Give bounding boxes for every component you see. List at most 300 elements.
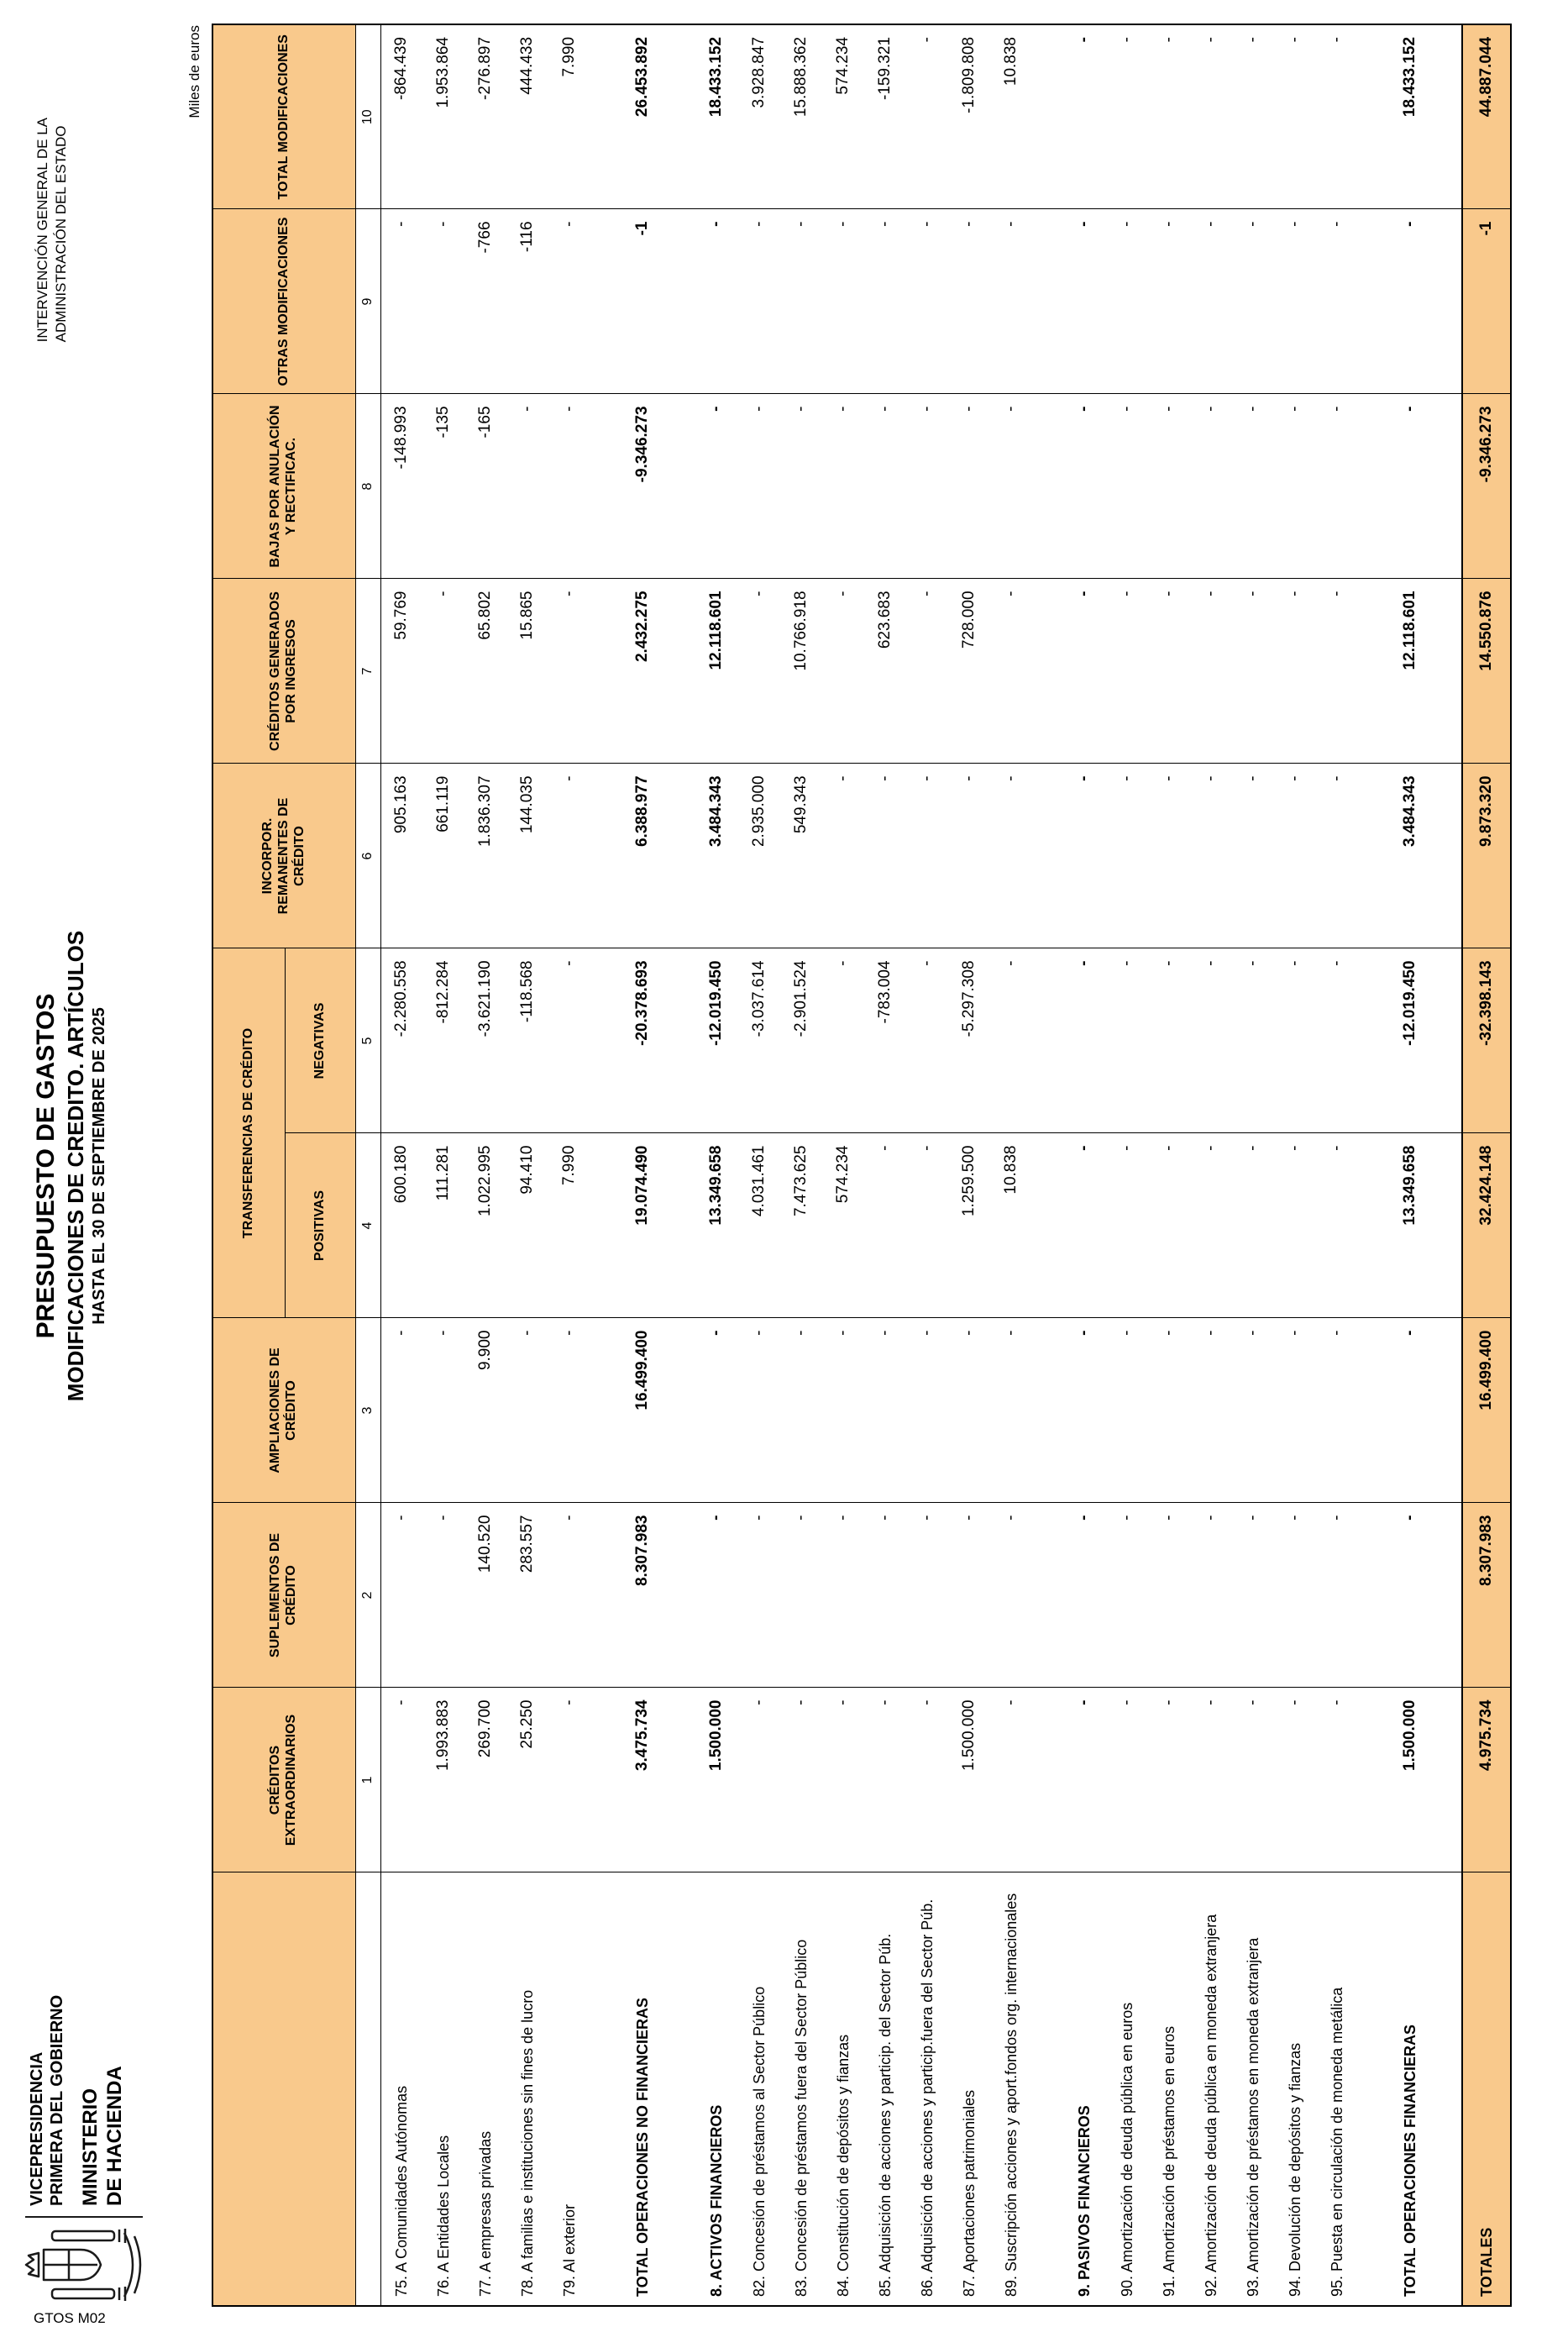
value-cell-col2	[1358, 1503, 1388, 1688]
value-cell-col7: -	[1190, 579, 1232, 764]
value-cell-col4: 600.180	[380, 1133, 422, 1318]
column-number: 7	[355, 579, 380, 764]
value-cell-col5: -	[1062, 948, 1106, 1133]
org-name-line: VICEPRESIDENCIA	[28, 2051, 46, 2206]
value-cell-col9: -1	[1462, 209, 1511, 394]
table-row	[864, 24, 906, 2306]
value-cell-col1: -	[864, 1688, 906, 1872]
value-cell-col8: -9.346.273	[1462, 394, 1511, 579]
spacer-row	[1432, 24, 1462, 2306]
value-cell-col5: -	[990, 948, 1032, 1133]
row-label: 95. Puesta en circulación de moneda metálica	[1316, 1872, 1358, 2306]
value-cell-col10	[664, 24, 695, 209]
value-cell-col2	[1432, 1503, 1462, 1688]
value-cell-col2: 283.557	[506, 1503, 548, 1688]
value-cell-col2: -	[422, 1503, 464, 1688]
value-cell-col5	[1358, 948, 1388, 1133]
value-cell-col10: -	[1232, 24, 1274, 209]
value-cell-col8: -	[906, 394, 948, 579]
value-cell-col2: -	[1274, 1503, 1316, 1688]
row-label	[1432, 1872, 1462, 2306]
value-cell-col2	[590, 1503, 621, 1688]
table-row	[548, 24, 590, 2306]
value-cell-col3	[664, 1318, 695, 1503]
value-cell-col9: -	[738, 209, 780, 394]
value-cell-col9: -116	[506, 209, 548, 394]
value-cell-col5: -	[906, 948, 948, 1133]
value-cell-col7	[1432, 579, 1462, 764]
table-row	[948, 24, 990, 2306]
column-header-10: TOTAL MODIFICACIONES	[212, 24, 355, 209]
column-header-3: AMPLIACIONES DE CRÉDITO	[212, 1318, 355, 1503]
value-cell-col1	[1358, 1688, 1388, 1872]
value-cell-col6: -	[1274, 764, 1316, 948]
spacer-row	[664, 24, 695, 2306]
value-cell-col1: -	[548, 1688, 590, 1872]
row-label: 83. Concesión de préstamos fuera del Sector Público	[780, 1872, 822, 2306]
row-label: 75. A Comunidades Autónomas	[380, 1872, 422, 2306]
value-cell-col4: -	[906, 1133, 948, 1318]
value-cell-col3: -	[380, 1318, 422, 1503]
value-cell-col8	[590, 394, 621, 579]
value-cell-col3: -	[990, 1318, 1032, 1503]
value-cell-col9: -	[780, 209, 822, 394]
table-row	[464, 24, 506, 2306]
spacer-row	[1358, 24, 1388, 2306]
row-label: 94. Devolución de depósitos y fianzas	[1274, 1872, 1316, 2306]
row-label: 8. ACTIVOS FINANCIEROS	[695, 1872, 738, 2306]
value-cell-col2: 140.520	[464, 1503, 506, 1688]
value-cell-col4: -	[864, 1133, 906, 1318]
value-cell-col4	[1032, 1133, 1062, 1318]
value-cell-col4	[1432, 1133, 1462, 1318]
value-cell-col9: -	[948, 209, 990, 394]
value-cell-col4: 13.349.658	[1388, 1133, 1432, 1318]
value-cell-col4: 7.990	[548, 1133, 590, 1318]
value-cell-col1: -	[1062, 1688, 1106, 1872]
value-cell-col10: -159.321	[864, 24, 906, 209]
value-cell-col9: -	[990, 209, 1032, 394]
transfer-group-header: TRANSFERENCIAS DE CRÉDITO	[212, 948, 285, 1318]
row-label: 86. Adquisición de acciones y particip.fuera del Sector Púb.	[906, 1872, 948, 2306]
value-cell-col3: -	[1232, 1318, 1274, 1503]
value-cell-col4: 32.424.148	[1462, 1133, 1511, 1318]
value-cell-col1	[1432, 1688, 1462, 1872]
value-cell-col10: -276.897	[464, 24, 506, 209]
value-cell-col4: 1.259.500	[948, 1133, 990, 1318]
table-row	[1106, 24, 1148, 2306]
value-cell-col1	[1032, 1688, 1062, 1872]
value-cell-col9: -	[906, 209, 948, 394]
value-cell-col6	[1358, 764, 1388, 948]
column-number: 6	[355, 764, 380, 948]
table-row	[1148, 24, 1190, 2306]
value-cell-col1: -	[1232, 1688, 1274, 1872]
value-cell-col10: -	[1274, 24, 1316, 209]
value-cell-col3: -	[1148, 1318, 1190, 1503]
row-label: TOTAL OPERACIONES NO FINANCIERAS	[621, 1872, 664, 2306]
value-cell-col3: -	[548, 1318, 590, 1503]
value-cell-col2: -	[738, 1503, 780, 1688]
table-row	[1274, 24, 1316, 2306]
value-cell-col5: -12.019.450	[1388, 948, 1432, 1133]
value-cell-col4: -	[1106, 1133, 1148, 1318]
value-cell-col5: -32.398.143	[1462, 948, 1511, 1133]
value-cell-col9: -	[1148, 209, 1190, 394]
value-cell-col1: 1.500.000	[1388, 1688, 1432, 1872]
column-header-8: BAJAS POR ANULACIÓN Y RECTIFICAC.	[212, 394, 355, 579]
table-row	[822, 24, 864, 2306]
value-cell-col8: -	[695, 394, 738, 579]
value-cell-col1: 4.975.734	[1462, 1688, 1511, 1872]
value-cell-col10: -	[1106, 24, 1148, 209]
value-cell-col7: 2.432.275	[621, 579, 664, 764]
budget-table	[212, 24, 1512, 2307]
value-cell-col9: -	[1274, 209, 1316, 394]
value-cell-col9: -	[1190, 209, 1232, 394]
column-number: 4	[355, 1133, 380, 1318]
table-row	[1388, 24, 1432, 2306]
value-cell-col10: -	[1316, 24, 1358, 209]
row-label: 89. Suscripción acciones y aport.fondos org. internacionales	[990, 1872, 1032, 2306]
value-cell-col6: 1.836.307	[464, 764, 506, 948]
value-cell-col3	[1432, 1318, 1462, 1503]
value-cell-col2: -	[864, 1503, 906, 1688]
value-cell-col10: 1.953.864	[422, 24, 464, 209]
document-title-block	[30, 0, 110, 2332]
column-header-9: OTRAS MODIFICACIONES	[212, 209, 355, 394]
value-cell-col5: -783.004	[864, 948, 906, 1133]
value-cell-col3: -	[906, 1318, 948, 1503]
value-cell-col10: 18.433.152	[1388, 24, 1432, 209]
column-number: 1	[355, 1688, 380, 1872]
table-row	[1462, 24, 1511, 2306]
value-cell-col10: -	[1148, 24, 1190, 209]
value-cell-col7: 12.118.601	[695, 579, 738, 764]
column-number: 9	[355, 209, 380, 394]
value-cell-col2: -	[822, 1503, 864, 1688]
value-cell-col3: -	[1274, 1318, 1316, 1503]
value-cell-col3	[590, 1318, 621, 1503]
table-row	[1062, 24, 1106, 2306]
value-cell-col9: -	[1232, 209, 1274, 394]
value-cell-col8: -	[1316, 394, 1358, 579]
row-label	[590, 1872, 621, 2306]
column-number-blank	[355, 1872, 380, 2306]
value-cell-col4: 4.031.461	[738, 1133, 780, 1318]
column-number: 2	[355, 1503, 380, 1688]
value-cell-col7: -	[1148, 579, 1190, 764]
value-cell-col6: -	[1232, 764, 1274, 948]
value-cell-col6: -	[948, 764, 990, 948]
value-cell-col9	[590, 209, 621, 394]
value-cell-col4: 1.022.995	[464, 1133, 506, 1318]
value-cell-col2	[1032, 1503, 1062, 1688]
row-label: 87. Aportaciones patrimoniales	[948, 1872, 990, 2306]
value-cell-col6: 549.343	[780, 764, 822, 948]
value-cell-col6: -	[548, 764, 590, 948]
value-cell-col10	[590, 24, 621, 209]
column-header-4: POSITIVAS	[285, 1133, 355, 1318]
value-cell-col5: -	[1106, 948, 1148, 1133]
value-cell-col2: 8.307.983	[1462, 1503, 1511, 1688]
value-cell-col10: -1.809.808	[948, 24, 990, 209]
value-cell-col2: -	[1148, 1503, 1190, 1688]
value-cell-col4	[590, 1133, 621, 1318]
units-note: Miles de euros	[186, 25, 202, 118]
value-cell-col8: -	[1148, 394, 1190, 579]
value-cell-col10	[1032, 24, 1062, 209]
value-cell-col7: -	[1106, 579, 1148, 764]
value-cell-col6: -	[822, 764, 864, 948]
row-label	[1358, 1872, 1388, 2306]
value-cell-col1: -	[1106, 1688, 1148, 1872]
value-cell-col3: -	[948, 1318, 990, 1503]
table-header	[212, 24, 380, 2306]
value-cell-col7: 14.550.876	[1462, 579, 1511, 764]
value-cell-col8: -	[1190, 394, 1232, 579]
value-cell-col4: 13.349.658	[695, 1133, 738, 1318]
spacer-row	[1032, 24, 1062, 2306]
value-cell-col6	[664, 764, 695, 948]
value-cell-col5: -	[1148, 948, 1190, 1133]
value-cell-col7: -	[1232, 579, 1274, 764]
value-cell-col4: 7.473.625	[780, 1133, 822, 1318]
value-cell-col4: -	[1274, 1133, 1316, 1318]
value-cell-col5: -5.297.308	[948, 948, 990, 1133]
value-cell-col6: 3.484.343	[695, 764, 738, 948]
value-cell-col8: -	[1232, 394, 1274, 579]
value-cell-col5: -3.037.614	[738, 948, 780, 1133]
value-cell-col6: 2.935.000	[738, 764, 780, 948]
value-cell-col2: -	[1190, 1503, 1232, 1688]
value-cell-col6: -	[990, 764, 1032, 948]
column-header-2: SUPLEMENTOS DE CRÉDITO	[212, 1503, 355, 1688]
value-cell-col7	[1032, 579, 1062, 764]
value-cell-col8: -	[990, 394, 1032, 579]
row-label: TOTALES	[1462, 1872, 1511, 2306]
value-cell-col7: -	[738, 579, 780, 764]
value-cell-col2: -	[780, 1503, 822, 1688]
value-cell-col7: 59.769	[380, 579, 422, 764]
value-cell-col4: -	[1316, 1133, 1358, 1318]
value-cell-col7: -	[422, 579, 464, 764]
value-cell-col6: 144.035	[506, 764, 548, 948]
value-cell-col9: -	[864, 209, 906, 394]
row-label: 76. A Entidades Locales	[422, 1872, 464, 2306]
value-cell-col3: -	[695, 1318, 738, 1503]
value-cell-col3: 16.499.400	[1462, 1318, 1511, 1503]
value-cell-col9: -	[822, 209, 864, 394]
value-cell-col1: -	[990, 1688, 1032, 1872]
authority-line: ADMINISTRACIÓN DEL ESTADO	[53, 125, 70, 343]
value-cell-col8: -	[780, 394, 822, 579]
value-cell-col5: -2.280.558	[380, 948, 422, 1133]
value-cell-col9: -766	[464, 209, 506, 394]
value-cell-col3: -	[1106, 1318, 1148, 1503]
value-cell-col2: -	[1062, 1503, 1106, 1688]
value-cell-col2: -	[948, 1503, 990, 1688]
value-cell-col6: -	[906, 764, 948, 948]
table-row	[990, 24, 1032, 2306]
value-cell-col7	[590, 579, 621, 764]
value-cell-col3	[1032, 1318, 1062, 1503]
row-label	[1032, 1872, 1062, 2306]
value-cell-col7: -	[1274, 579, 1316, 764]
value-cell-col1: -	[380, 1688, 422, 1872]
column-number-row	[355, 24, 380, 2306]
value-cell-col1	[590, 1688, 621, 1872]
value-cell-col9: -	[380, 209, 422, 394]
value-cell-col9	[1032, 209, 1062, 394]
row-label: 85. Adquisición de acciones y particip. del Sector Púb.	[864, 1872, 906, 2306]
value-cell-col5	[590, 948, 621, 1133]
table-row	[906, 24, 948, 2306]
row-label: 91. Amortización de préstamos en euros	[1148, 1872, 1190, 2306]
value-cell-col4: -	[1190, 1133, 1232, 1318]
value-cell-col10: -	[1062, 24, 1106, 209]
table-row	[695, 24, 738, 2306]
page-subtitle: MODIFICACIONES DE CREDITO. ARTÍCULOS	[62, 930, 88, 1402]
table-row	[1190, 24, 1232, 2306]
value-cell-col3: -	[1316, 1318, 1358, 1503]
table-row	[1316, 24, 1358, 2306]
table-row	[621, 24, 664, 2306]
value-cell-col7: 728.000	[948, 579, 990, 764]
concept-column-header	[212, 1872, 355, 2306]
value-cell-col10: 444.433	[506, 24, 548, 209]
value-cell-col10: 3.928.847	[738, 24, 780, 209]
value-cell-col10: 7.990	[548, 24, 590, 209]
org-name-line: PRIMERA DEL GOBIERNO	[48, 1994, 66, 2206]
value-cell-col3: -	[422, 1318, 464, 1503]
row-label: 93. Amortización de préstamos en moneda extranjera	[1232, 1872, 1274, 2306]
value-cell-col7: -	[906, 579, 948, 764]
value-cell-col10: 26.453.892	[621, 24, 664, 209]
value-cell-col1: -	[1316, 1688, 1358, 1872]
value-cell-col5: -3.621.190	[464, 948, 506, 1133]
value-cell-col1: -	[780, 1688, 822, 1872]
value-cell-col1: 1.500.000	[695, 1688, 738, 1872]
value-cell-col9	[1432, 209, 1462, 394]
value-cell-col7: 623.683	[864, 579, 906, 764]
ministry-name-line: DE HACIENDA	[102, 2066, 126, 2206]
value-cell-col7: 12.118.601	[1388, 579, 1432, 764]
value-cell-col7: -	[822, 579, 864, 764]
value-cell-col6: -	[864, 764, 906, 948]
value-cell-col3: 16.499.400	[621, 1318, 664, 1503]
value-cell-col2: -	[380, 1503, 422, 1688]
value-cell-col6: 661.119	[422, 764, 464, 948]
value-cell-col7: -	[1062, 579, 1106, 764]
value-cell-col4: 19.074.490	[621, 1133, 664, 1318]
value-cell-col10: 574.234	[822, 24, 864, 209]
value-cell-col7	[664, 579, 695, 764]
value-cell-col4: 574.234	[822, 1133, 864, 1318]
value-cell-col8: -	[1062, 394, 1106, 579]
row-label: 78. A familias e instituciones sin fines de lucro	[506, 1872, 548, 2306]
value-cell-col8: -	[1274, 394, 1316, 579]
value-cell-col5: -12.019.450	[695, 948, 738, 1133]
value-cell-col9: -1	[621, 209, 664, 394]
value-cell-col6: -	[1148, 764, 1190, 948]
value-cell-col5: -	[822, 948, 864, 1133]
value-cell-col6	[590, 764, 621, 948]
report-date: HASTA EL 30 DE SEPTIEMBRE DE 2025	[90, 1007, 108, 1325]
value-cell-col8: -	[822, 394, 864, 579]
value-cell-col6: -	[1190, 764, 1232, 948]
value-cell-col3: -	[1388, 1318, 1432, 1503]
value-cell-col1: -	[906, 1688, 948, 1872]
value-cell-col1: -	[1148, 1688, 1190, 1872]
row-label: 77. A empresas privadas	[464, 1872, 506, 2306]
value-cell-col8: -	[1106, 394, 1148, 579]
value-cell-col10: 15.888.362	[780, 24, 822, 209]
value-cell-col8	[1032, 394, 1062, 579]
value-cell-col9: -	[1106, 209, 1148, 394]
value-cell-col7: -	[1316, 579, 1358, 764]
value-cell-col10: 44.887.044	[1462, 24, 1511, 209]
value-cell-col1: 3.475.734	[621, 1688, 664, 1872]
value-cell-col8: -	[948, 394, 990, 579]
value-cell-col2: -	[1388, 1503, 1432, 1688]
value-cell-col6: -	[1316, 764, 1358, 948]
value-cell-col5: -	[1316, 948, 1358, 1133]
row-label: 90. Amortización de deuda pública en euros	[1106, 1872, 1148, 2306]
value-cell-col5: -2.901.524	[780, 948, 822, 1133]
value-cell-col3: 9.900	[464, 1318, 506, 1503]
value-cell-col5	[664, 948, 695, 1133]
value-cell-col2: 8.307.983	[621, 1503, 664, 1688]
value-cell-col4: 94.410	[506, 1133, 548, 1318]
value-cell-col4: 111.281	[422, 1133, 464, 1318]
value-cell-col8	[1432, 394, 1462, 579]
value-cell-col8: -	[1388, 394, 1432, 579]
value-cell-col3: -	[822, 1318, 864, 1503]
value-cell-col9: -	[1062, 209, 1106, 394]
value-cell-col7: 15.865	[506, 579, 548, 764]
table-row	[422, 24, 464, 2306]
value-cell-col6: -	[1062, 764, 1106, 948]
value-cell-col10: -	[906, 24, 948, 209]
value-cell-col8: -135	[422, 394, 464, 579]
value-cell-col1: -	[1190, 1688, 1232, 1872]
column-number: 10	[355, 24, 380, 209]
value-cell-col5: -	[1232, 948, 1274, 1133]
value-cell-col1: 25.250	[506, 1688, 548, 1872]
value-cell-col10: 18.433.152	[695, 24, 738, 209]
value-cell-col2: -	[1316, 1503, 1358, 1688]
value-cell-col4	[1358, 1133, 1388, 1318]
value-cell-col2: -	[548, 1503, 590, 1688]
table-row	[380, 24, 422, 2306]
value-cell-col8: -9.346.273	[621, 394, 664, 579]
value-cell-col9: -	[1316, 209, 1358, 394]
value-cell-col10: 10.838	[990, 24, 1032, 209]
value-cell-col3: -	[780, 1318, 822, 1503]
value-cell-col8: -	[738, 394, 780, 579]
column-number: 8	[355, 394, 380, 579]
column-header-1: CRÉDITOS EXTRAORDINARIOS	[212, 1688, 355, 1872]
value-cell-col9: -	[422, 209, 464, 394]
value-cell-col3: -	[506, 1318, 548, 1503]
column-number: 5	[355, 948, 380, 1133]
ministry-name-line: MINISTERIO	[79, 2088, 102, 2206]
value-cell-col8: -	[548, 394, 590, 579]
table-row	[738, 24, 780, 2306]
page-title: PRESUPUESTO DE GASTOS	[32, 993, 60, 1339]
value-cell-col2: -	[990, 1503, 1032, 1688]
